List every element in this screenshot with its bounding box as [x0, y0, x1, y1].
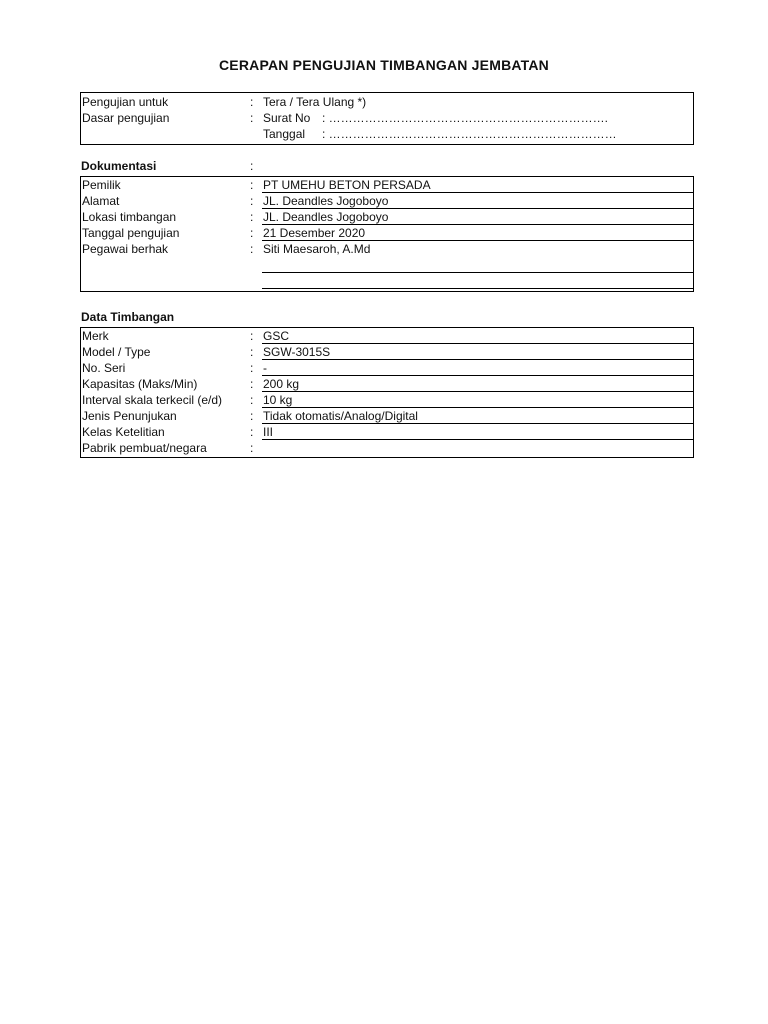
colon: : [250, 95, 254, 109]
underline [262, 288, 693, 289]
table-row [81, 360, 693, 376]
colon: : [250, 226, 254, 240]
colon: : [250, 111, 254, 125]
colon: : [250, 159, 254, 173]
colon: : [250, 345, 254, 359]
blank-row [81, 273, 693, 289]
row-label: Pemilik [82, 178, 121, 192]
row-value: 10 kg [263, 393, 293, 407]
row-label: Merk [82, 329, 109, 343]
surat-no-label: Surat No [263, 111, 311, 125]
row-label: Lokasi timbangan [82, 210, 177, 224]
colon: : [250, 425, 254, 439]
data-timbangan-heading: Data Timbangan [81, 310, 175, 324]
table-row [81, 177, 693, 193]
table-row [81, 344, 693, 360]
table-row [81, 392, 693, 408]
table-row [81, 193, 693, 209]
row-value: JL. Deandles Jogoboyo [263, 194, 389, 208]
table-row [81, 376, 693, 392]
colon: : [250, 329, 254, 343]
tanggal-row [81, 126, 693, 142]
table-row [81, 241, 693, 257]
row-value: 21 Desember 2020 [263, 226, 366, 240]
tanggal-label: Tanggal [263, 127, 306, 141]
row-value: JL. Deandles Jogoboyo [263, 210, 389, 224]
colon: : [250, 194, 254, 208]
colon: : [250, 377, 254, 391]
test-purpose-box [80, 92, 694, 145]
row-label: Kapasitas (Maks/Min) [82, 377, 198, 391]
pengujian-untuk-value: Tera / Tera Ulang *) [263, 95, 367, 109]
table-row [81, 225, 693, 241]
row-label: Tanggal pengujian [82, 226, 180, 240]
colon: : [250, 210, 254, 224]
table-row [81, 440, 693, 456]
row-label: Pegawai berhak [82, 242, 169, 256]
row-value: Siti Maesaroh, A.Md [263, 242, 371, 256]
row-label: Jenis Penunjukan [82, 409, 177, 423]
row-value: PT UMEHU BETON PERSADA [263, 178, 431, 192]
row-value: III [263, 425, 274, 439]
table-row [81, 328, 693, 344]
colon: : [250, 409, 254, 423]
table-row [81, 408, 693, 424]
dokumentasi-box [80, 176, 694, 292]
row-value: - [263, 361, 267, 375]
colon: : [250, 393, 254, 407]
row-label: No. Seri [82, 361, 126, 375]
document-title: CERAPAN PENGUJIAN TIMBANGAN JEMBATAN [219, 57, 549, 73]
dasar-pengujian-label: Dasar pengujian [82, 111, 170, 125]
row-label: Kelas Ketelitian [82, 425, 165, 439]
row-label: Interval skala terkecil (e/d) [82, 393, 223, 407]
surat-no-value: : ……………………………………………………………. [322, 111, 609, 125]
dokumentasi-heading: Dokumentasi [81, 159, 157, 173]
colon: : [250, 441, 254, 455]
row-label: Alamat [82, 194, 120, 208]
colon: : [250, 178, 254, 192]
data-timbangan-box [80, 327, 694, 458]
colon: : [250, 361, 254, 375]
dasar-pengujian-row [81, 110, 693, 126]
row-value: GSC [263, 329, 290, 343]
blank-row [81, 257, 693, 273]
colon: : [250, 242, 254, 256]
table-row [81, 424, 693, 440]
tanggal-value: : ……………………………………………………………… [322, 127, 617, 141]
pengujian-untuk-label: Pengujian untuk [82, 95, 169, 109]
pengujian-untuk-row [81, 94, 693, 110]
row-value: SGW-3015S [263, 345, 331, 359]
row-value: Tidak otomatis/Analog/Digital [263, 409, 418, 423]
row-label: Model / Type [82, 345, 151, 359]
row-value: 200 kg [263, 377, 300, 391]
table-row [81, 209, 693, 225]
row-label: Pabrik pembuat/negara [82, 441, 207, 455]
